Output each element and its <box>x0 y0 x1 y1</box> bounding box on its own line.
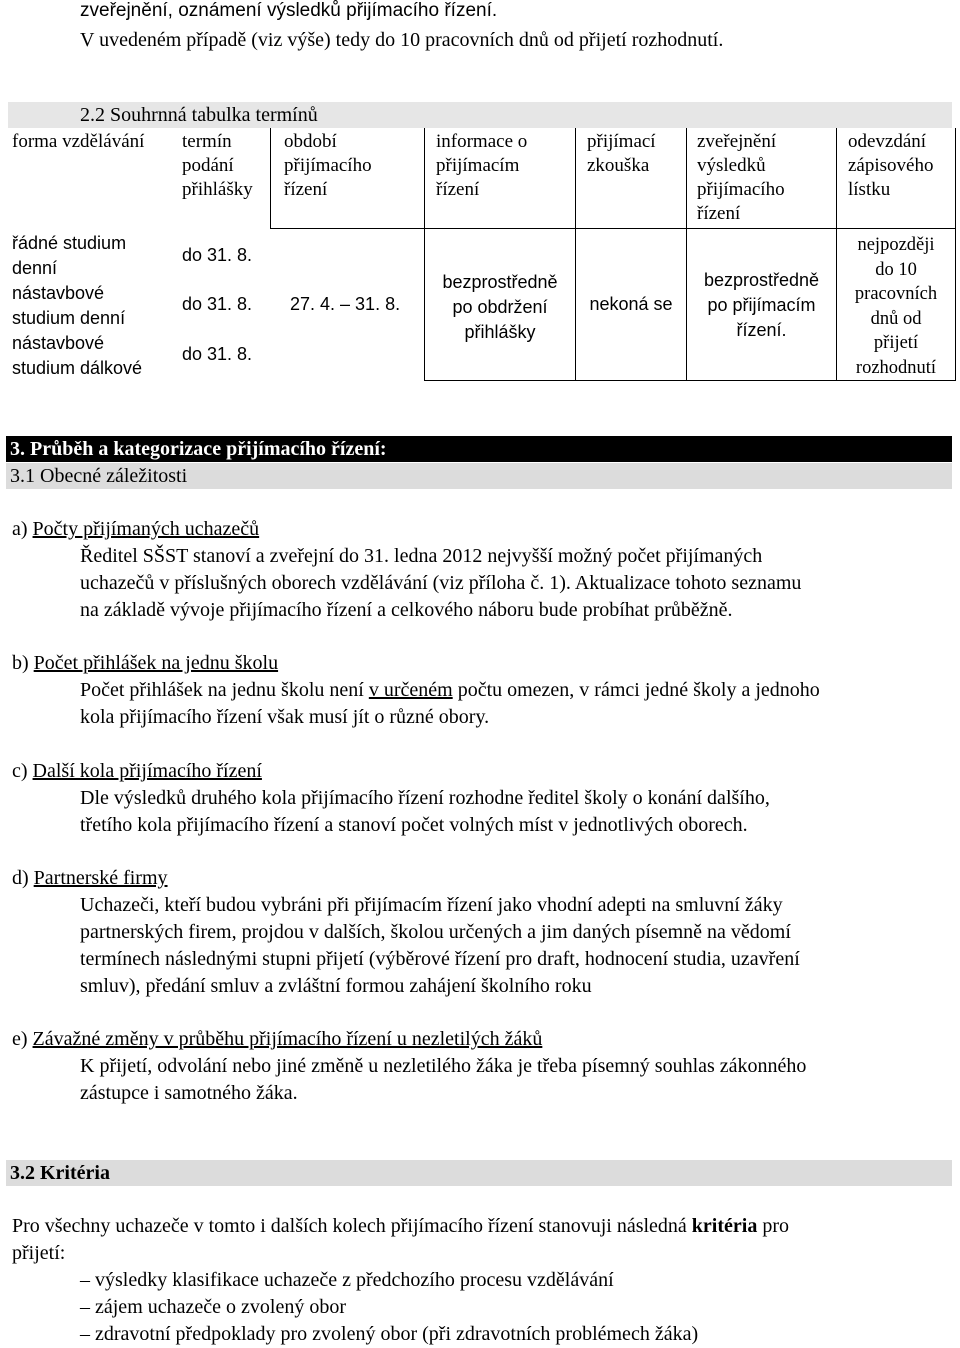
row-3-termin: do 31. 8. <box>182 344 253 364</box>
row-3-forma: nástavbové studium dálkové <box>12 333 143 378</box>
item-e-line-2: zástupce i samotného žáka. <box>80 1082 298 1104</box>
section-2-2-title: 2.2 Souhrnná tabulka termínů <box>80 104 318 126</box>
terms-table <box>0 0 960 400</box>
item-d-line-1: Uchazeči, kteří budou vybráni při přijímacím řízení jako vhodní adepti na smluvní žáky <box>80 894 783 916</box>
th-zverejneni: zveřejnění výsledků přijímacího řízení <box>697 131 785 224</box>
row-2-forma: nástavbové studium denní <box>12 283 126 328</box>
th-zkouska: přijímací zkouška <box>587 131 656 176</box>
intro-line-1: zveřejnění, oznámení výsledků přijímacího řízení. <box>80 0 498 21</box>
row-2-termin: do 31. 8. <box>182 294 253 314</box>
row-1-forma: řádné studium denní <box>12 233 127 278</box>
section-3-2-title: 3.2 Kritéria <box>6 1160 952 1186</box>
criteria-bullet-1: – výsledky klasifikace uchazeče z předchozího procesu vzdělávání <box>80 1269 614 1291</box>
informace-value: bezprostředně po obdržení přihlášky <box>442 272 558 342</box>
item-a-line-2: uchazečů v příslušných oborech vzdělávání (viz příloha č. 1). Aktualizace tohoto seznamu <box>80 572 802 594</box>
section-3-1-title: 3.1 Obecné záležitosti <box>6 463 952 489</box>
item-d-heading: d) Partnerské firmy <box>12 867 168 889</box>
criteria-paragraph-line-2: přijetí: <box>12 1242 66 1264</box>
item-d-line-3: termínech následnými stupni přijetí (výběrové řízení pro draft, hodnocení studia, uzavření <box>80 948 800 970</box>
item-c-line-1: Dle výsledků druhého kola přijímacího řízení rozhodne ředitel školy o konání dalšího, <box>80 787 770 809</box>
item-d-line-4: smluv), předání smluv a zvláštní formou zahájení školního roku <box>80 975 592 997</box>
zkouska-value: nekoná se <box>589 294 673 314</box>
odevzdani-value: nejpozději do 10 pracovních dnů od přijetí rozhodnutí <box>854 235 938 378</box>
item-b-line-2: kola přijímacího řízení však musí jít o různé obory. <box>80 706 490 728</box>
th-termin: termín podání přihlášky <box>182 131 253 200</box>
criteria-bullet-3: – zdravotní předpoklady pro zvolený obor (při zdravotních problémech žáka) <box>80 1323 699 1345</box>
item-a-line-3: na základě vývoje přijímacího řízení a celkového náboru bude probíhat průběžně. <box>80 599 733 621</box>
item-b-line-1: Počet přihlášek na jednu školu není v určeném počtu omezen, v rámci jedné školy a jednoho <box>80 679 820 701</box>
item-c-heading: c) Další kola přijímacího řízení <box>12 760 262 782</box>
th-forma: forma vzdělávání <box>12 131 145 152</box>
criteria-paragraph-line-1: Pro všechny uchazeče v tomto i dalších kolech přijímacího řízení stanovuji následná kritéria pro <box>12 1215 789 1237</box>
intro-line-2: V uvedeném případě (viz výše) tedy do 10 pracovních dnů od přijetí rozhodnutí. <box>80 29 724 51</box>
item-c-line-2: třetího kola přijímacího řízení a stanoví počet volných míst v jednotlivých oborech. <box>80 814 748 836</box>
item-e-line-1: K přijetí, odvolání nebo jiné změně u nezletilého žáka je třeba písemný souhlas zákonného <box>80 1055 807 1077</box>
item-e-heading: e) Závažné změny v průběhu přijímacího řízení u nezletilých žáků <box>12 1028 543 1050</box>
item-b-heading: b) Počet přihlášek na jednu školu <box>12 652 279 674</box>
th-obdobi: období přijímacího řízení <box>284 131 372 200</box>
th-odevzdani: odevzdání zápisového lístku <box>848 131 934 200</box>
zverejneni-value: bezprostředně po přijímacím řízení. <box>703 270 820 340</box>
th-informace: informace o přijímacím řízení <box>436 131 528 200</box>
criteria-bullet-2: – zájem uchazeče o zvolený obor <box>80 1296 346 1318</box>
item-a-line-1: Ředitel SŠST stanoví a zveřejní do 31. ledna 2012 nejvyšší možný počet přijímaných <box>80 545 763 567</box>
obdobi-value: 27. 4. – 31. 8. <box>290 294 401 314</box>
row-1-termin: do 31. 8. <box>182 245 253 265</box>
section-3-title: 3. Průběh a kategorizace přijímacího řízení: <box>6 436 952 462</box>
item-a-heading: a) Počty přijímaných uchazečů <box>12 518 260 540</box>
item-d-line-2: partnerských firem, projdou v dalších, školou určených a jim daných písemně na vědomí <box>80 921 791 943</box>
